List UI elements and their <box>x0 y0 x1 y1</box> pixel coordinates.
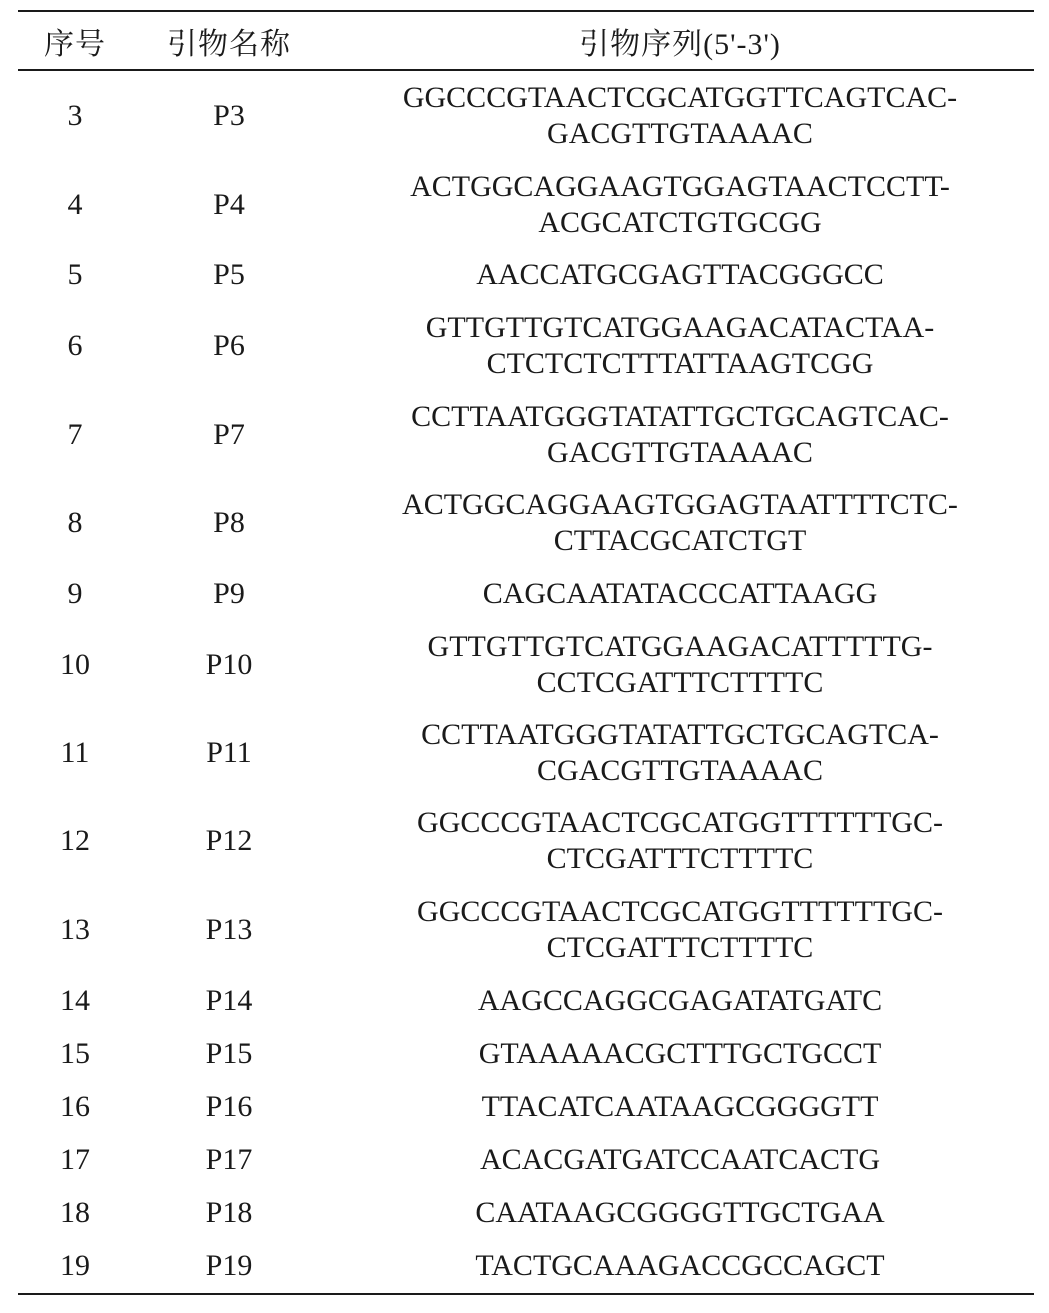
row-number: 12 <box>60 824 90 858</box>
sequence-line: GTAAAAACGCTTTGCTGCCT <box>478 1036 882 1070</box>
primer-name: P9 <box>213 576 245 610</box>
row-number: 15 <box>60 1036 90 1070</box>
table-row <box>18 797 1034 885</box>
primer-sequence <box>326 576 1034 612</box>
primer-name: P11 <box>206 736 252 770</box>
table-row <box>18 974 1034 1027</box>
sequence-line: CCTTAATGGGTATATTGCTGCAGTCA- <box>421 718 939 752</box>
primer-sequence <box>326 1036 1034 1072</box>
sequence-line: CAATAAGCGGGGTTGCTGAA <box>475 1195 885 1229</box>
primer-table <box>18 0 1034 1313</box>
sequence-line: GGCCCGTAACTCGCATGGTTTTTTGC- <box>417 894 943 928</box>
sequence-line: ACTGGCAGGAAGTGGAGTAATTTTCTC- <box>402 488 958 522</box>
primer-name: P18 <box>205 1195 253 1229</box>
primer-name: P14 <box>205 983 253 1017</box>
table-row <box>18 567 1034 620</box>
sequence-line: GTTGTTGTCATGGAAGACATACTAA- <box>425 311 935 345</box>
primer-sequence <box>326 1195 1034 1231</box>
table-row <box>18 72 1034 160</box>
table-row <box>18 160 1034 248</box>
row-number: 18 <box>60 1195 90 1229</box>
primer-sequence <box>326 629 1034 701</box>
primer-name: P17 <box>205 1142 253 1176</box>
sequence-line: GGCCCGTAACTCGCATGGTTTTTTGC- <box>417 806 943 840</box>
table-row <box>18 709 1034 797</box>
table-row <box>18 1027 1034 1080</box>
header-seq: 引物序列(5'-3') <box>579 27 781 61</box>
sequence-line: CTCTCTCTTTATTAAGTCGG <box>486 347 874 381</box>
sequence-line: TTACATCAATAAGCGGGGTT <box>481 1089 879 1123</box>
row-number: 9 <box>67 576 83 610</box>
table-row <box>18 886 1034 974</box>
sequence-line: CAGCAATATACCCATTAAGG <box>482 576 878 610</box>
primer-name: P13 <box>205 912 253 946</box>
primer-sequence <box>326 399 1034 471</box>
primer-name: P4 <box>213 187 245 221</box>
table-row <box>18 479 1034 567</box>
primer-name: P3 <box>213 99 245 133</box>
row-number: 17 <box>60 1142 90 1176</box>
row-number: 7 <box>67 417 83 451</box>
sequence-line: ACGCATCTGTGCGG <box>538 205 822 239</box>
primer-sequence <box>326 805 1034 877</box>
primer-name: P10 <box>205 647 253 681</box>
table-header-rule <box>18 69 1034 71</box>
primer-sequence <box>326 1089 1034 1125</box>
row-number: 8 <box>67 506 83 540</box>
row-number: 14 <box>60 983 90 1017</box>
primer-name: P8 <box>213 506 245 540</box>
primer-sequence <box>326 310 1034 382</box>
primer-name: P16 <box>205 1089 253 1123</box>
primer-sequence <box>326 257 1034 293</box>
row-number: 6 <box>67 329 83 363</box>
sequence-line: CTCGATTTCTTTTC <box>546 930 814 964</box>
primer-name: P7 <box>213 417 245 451</box>
table-header <box>18 12 1034 69</box>
table-row <box>18 249 1034 302</box>
primer-sequence <box>326 487 1034 559</box>
sequence-line: CTTACGCATCTGT <box>553 524 807 558</box>
primer-name: P12 <box>205 824 253 858</box>
table-row <box>18 302 1034 390</box>
primer-sequence <box>326 169 1034 241</box>
table-row <box>18 620 1034 708</box>
primer-sequence <box>326 717 1034 789</box>
primer-sequence <box>326 1142 1034 1178</box>
primer-sequence <box>326 1248 1034 1284</box>
header-num: 序号 <box>44 27 106 61</box>
row-number: 4 <box>67 187 83 221</box>
sequence-line: TACTGCAAAGACCGCCAGCT <box>475 1248 885 1282</box>
sequence-line: GACGTTGTAAAAC <box>547 435 813 469</box>
table-row <box>18 1239 1034 1292</box>
row-number: 5 <box>67 258 83 292</box>
sequence-line: CCTTAATGGGTATATTGCTGCAGTCAC- <box>411 399 949 433</box>
sequence-line: CCTCGATTTCTTTTC <box>536 665 824 699</box>
table-row <box>18 1186 1034 1239</box>
table-row <box>18 1080 1034 1133</box>
sequence-line: AAGCCAGGCGAGATATGATC <box>477 983 883 1017</box>
primer-sequence <box>326 80 1034 152</box>
sequence-line: ACTGGCAGGAAGTGGAGTAACTCCTT- <box>410 169 950 203</box>
table-bottom-rule <box>18 1293 1034 1295</box>
row-number: 13 <box>60 912 90 946</box>
primer-name: P5 <box>213 258 245 292</box>
sequence-line: GACGTTGTAAAAC <box>547 117 813 151</box>
sequence-line: GGCCCGTAACTCGCATGGTTCAGTCAC- <box>402 81 958 115</box>
header-name: 引物名称 <box>167 27 291 61</box>
primer-sequence <box>326 983 1034 1019</box>
row-number: 16 <box>60 1089 90 1123</box>
row-number: 10 <box>60 647 90 681</box>
table-body <box>18 72 1034 1292</box>
sequence-line: CTCGATTTCTTTTC <box>546 842 814 876</box>
sequence-line: CGACGTTGTAAAAC <box>537 754 823 788</box>
sequence-line: AACCATGCGAGTTACGGGCC <box>476 258 884 292</box>
primer-sequence <box>326 894 1034 966</box>
row-number: 11 <box>60 736 90 770</box>
row-number: 19 <box>60 1248 90 1282</box>
table-row <box>18 1133 1034 1186</box>
row-number: 3 <box>67 99 83 133</box>
table-row <box>18 390 1034 478</box>
sequence-line: ACACGATGATCCAATCACTG <box>479 1142 881 1176</box>
primer-name: P19 <box>205 1248 253 1282</box>
sequence-line: GTTGTTGTCATGGAAGACATTTTTG- <box>427 629 933 663</box>
primer-name: P15 <box>205 1036 253 1070</box>
primer-name: P6 <box>213 329 245 363</box>
